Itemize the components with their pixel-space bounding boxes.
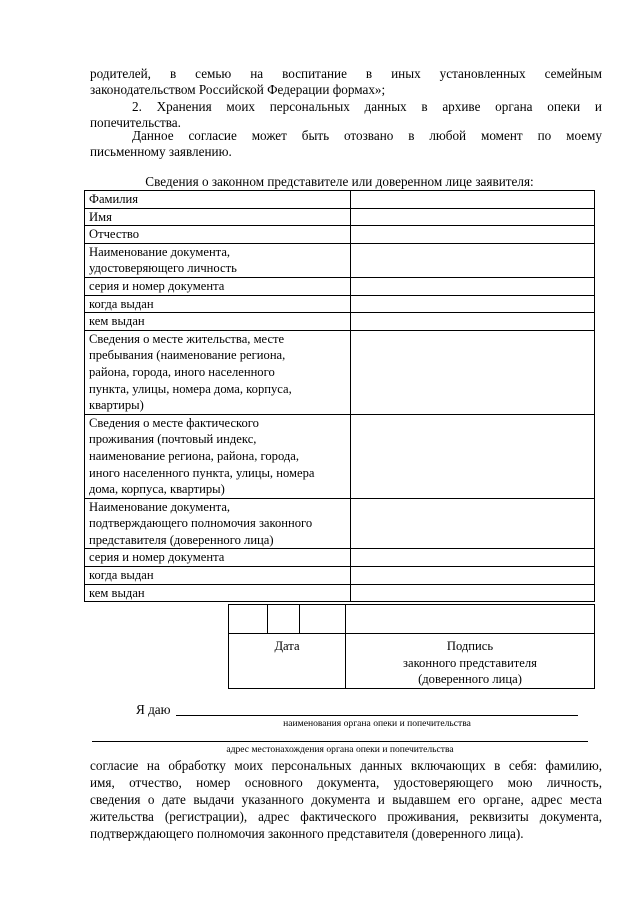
signature-table [228,604,595,689]
table-row [85,191,595,209]
representative-caption: Сведения о законном представителе или доверенном лице заявителя: [145,174,534,189]
consent-line-2: имя, отчество, номер основного документа, удостоверяющего мою личность, [90,775,602,790]
signature-label: Подпись законного представителя (доверенного лица) [346,634,595,689]
guardianship-org-hint: наименования органа опеки и попечительства [283,718,471,729]
field-value-cell[interactable] [351,584,595,602]
field-value-cell[interactable] [351,549,595,567]
field-value-cell[interactable] [351,414,595,498]
field-label: Наименование документа, удостоверяющего личность [85,243,351,277]
table-row [85,277,595,295]
table-row [85,584,595,602]
consent-line-1: согласие на обработку моих персональных данных включающих в себя: фамилию, [90,758,602,773]
revoke-line-2: письменному заявлению. [90,144,232,159]
field-value-cell[interactable] [351,498,595,549]
item-2-line-1: 2. Хранения моих персональных данных в архиве органа опеки и [132,99,602,114]
field-label: Наименование документа, подтверждающего полномочия законного представителя (доверенного лица) [85,498,351,549]
table-row [85,330,595,414]
table-row [85,295,595,313]
signature-cell[interactable] [346,605,595,634]
field-label: Отчество [85,226,351,244]
ya-dayu-label: Я даю [136,702,171,717]
date-label: Дата [229,634,346,689]
table-row [85,313,595,331]
field-value-cell[interactable] [351,243,595,277]
field-label: серия и номер документа [85,549,351,567]
field-value-cell[interactable] [351,277,595,295]
intro-line-1: родителей, в семью на воспитание в иных установленных семейным [90,66,602,81]
date-year-cell[interactable] [300,605,346,634]
intro-line-2: законодательством Российской Федерации формах»; [90,82,386,97]
field-label: кем выдан [85,313,351,331]
consent-line-3: сведения о дате выдачи указанного документа и выдавшем его органе, адрес места [90,792,602,807]
field-value-cell[interactable] [351,226,595,244]
field-label: Сведения о месте жительства, месте пребывания (наименование региона, района, города, иного населенного пункта, улицы, номера дома, корпуса, квартиры) [85,330,351,414]
table-row [85,414,595,498]
consent-line-5: подтверждающего полномочия законного представителя (доверенного лица). [90,826,524,841]
table-row [85,498,595,549]
consent-line-4: жительства (регистрации), адрес фактического проживания, реквизиты документа, [90,809,602,824]
field-label: когда выдан [85,567,351,585]
guardianship-address-hint: адрес местонахождения органа опеки и попечительства [226,744,454,755]
revoke-line-1: Данное согласие может быть отозвано в любой момент по моему [132,128,602,143]
field-label: Имя [85,208,351,226]
item-2-line-2: попечительства. [90,115,181,130]
field-value-cell[interactable] [351,191,595,209]
field-value-cell[interactable] [351,567,595,585]
field-label: серия и номер документа [85,277,351,295]
date-month-cell[interactable] [268,605,300,634]
field-value-cell[interactable] [351,208,595,226]
table-row [85,243,595,277]
field-label: когда выдан [85,295,351,313]
field-value-cell[interactable] [351,313,595,331]
table-row [85,549,595,567]
representative-table [84,190,595,602]
table-row [85,208,595,226]
table-row [85,567,595,585]
field-value-cell[interactable] [351,330,595,414]
field-label: Сведения о месте фактического проживания (почтовый индекс, наименование региона, района, города, иного населенного пункта, улицы, номера дома, корпуса, квартиры) [85,414,351,498]
guardianship-org-field[interactable] [176,715,578,716]
field-label: Фамилия [85,191,351,209]
field-value-cell[interactable] [351,295,595,313]
guardianship-address-field[interactable] [92,741,588,742]
date-day-cell[interactable] [229,605,268,634]
field-label: кем выдан [85,584,351,602]
table-row [85,226,595,244]
